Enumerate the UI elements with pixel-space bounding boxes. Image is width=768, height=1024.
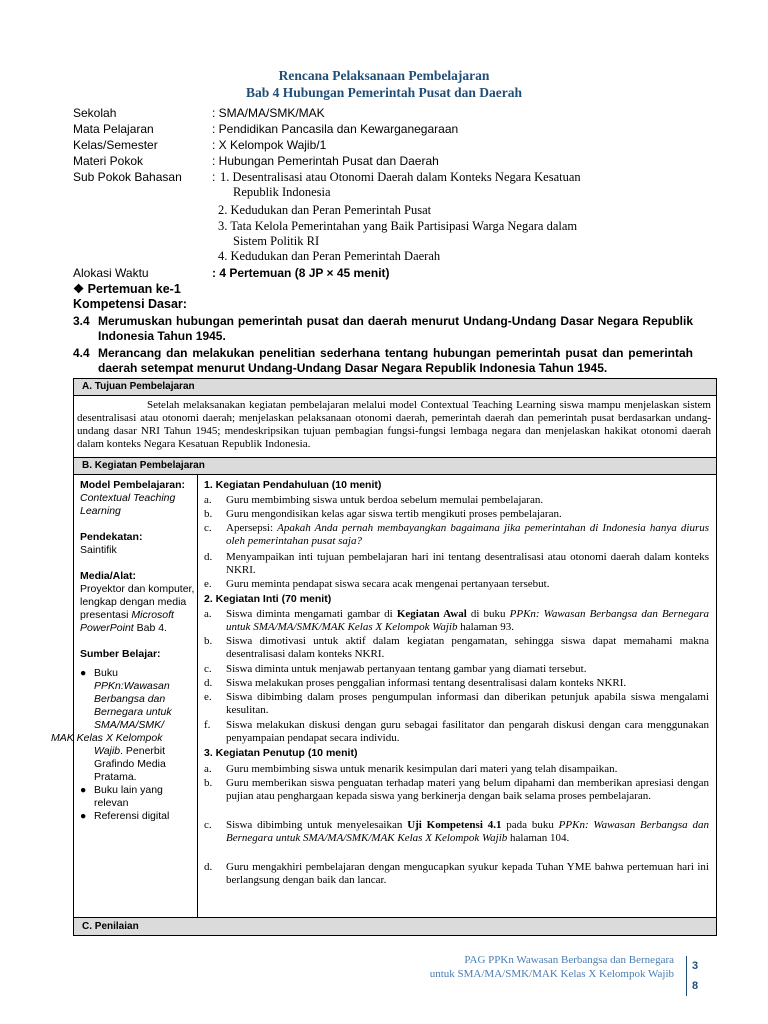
- pendekatan-value: Saintifik: [80, 544, 117, 556]
- column-divider: [197, 474, 198, 917]
- section-a-header: A. Tujuan Pembelajaran: [74, 378, 716, 396]
- bullet-icon: ●: [80, 810, 87, 822]
- label-alokasi: Alokasi Waktu: [73, 266, 149, 280]
- bullet-icon: ●: [80, 784, 87, 796]
- value-sub-pokok-colon: :: [212, 170, 216, 184]
- sub-item-4: 4. Kedudukan dan Peran Pemerintah Daerah: [218, 249, 441, 263]
- sub-item-3-cont: Sistem Politik RI: [233, 234, 320, 248]
- media-label: Media/Alat:: [80, 570, 137, 582]
- label-kelas: Kelas/Semester: [73, 138, 158, 152]
- buku-title: PPKn:Wawasan Berbangsa dan Bernegara untuk SMA/MA/SMK/: [94, 680, 172, 731]
- sumber-buku-lain: [80, 784, 196, 810]
- page-number-bottom: 8: [692, 980, 699, 992]
- label-mata-pelajaran: Mata Pelajaran: [73, 122, 154, 136]
- tujuan-paragraph: [77, 399, 711, 451]
- value-sekolah: : SMA/MA/SMK/MAK: [212, 106, 325, 120]
- tujuan-text: Setelah melaksanakan kegiatan pembelajaran melalui model Contextual Teaching Learning siswa mampu menjelaskan sistem desentralisasi atau otonomi daerah; menjelaskan pelaksanaan otonomi daerah, pemerintah daerah dan pemerintah pusat berdasarkan undang-undang dasar NRI Tahun 1945; mendeskripsikan tujuan pembagian fungsi-fungsi lembaga negara dan menjelaskan hakikat otonomi daerah dalam konteks Negara Kesatuan Republik Indonesia.: [77, 399, 711, 450]
- value-kelas: : X Kelompok Wajib/1: [212, 138, 327, 152]
- media-software: Microsoft PowerPoint: [80, 609, 174, 634]
- kd-1-text: Merumuskan hubungan pemerintah pusat dan daerah menurut Undang-Undang Dasar Negara Republik Indonesia Tahun 1945.: [98, 314, 693, 343]
- pertemuan-heading: ❖ Pertemuan ke-1: [73, 282, 181, 296]
- sub-item-1-cont: Republik Indonesia: [233, 185, 331, 199]
- buku-lain-text: Buku lain yang relevan: [94, 784, 163, 809]
- media-text: Proyektor dan komputer, lengkap dengan media presentasi: [80, 583, 195, 621]
- sumber-label: Sumber Belajar:: [80, 648, 161, 660]
- bullet-icon: ●: [80, 667, 87, 679]
- footer-divider: [686, 956, 687, 996]
- document-subtitle: Bab 4 Hubungan Pemerintah Pusat dan Daerah: [245, 85, 523, 100]
- kd-heading: Kompetensi Dasar:: [73, 297, 187, 311]
- label-sekolah: Sekolah: [73, 106, 117, 120]
- page-number: [692, 956, 698, 996]
- referensi-text: Referensi digital: [94, 810, 170, 822]
- footer-text: [430, 953, 674, 981]
- label-sub-pokok: Sub Pokok Bahasan: [73, 170, 182, 184]
- kd-1-number: 3.4: [73, 314, 90, 328]
- rpp-table: A. Tujuan Pembelajaran Setelah melaksanakan kegiatan pembelajaran melalui model Contextual Teaching Learning siswa mampu menjelaskan sistem desentralisasi atau otonomi daerah; menjelaskan pelaksanaan otonomi daerah, pemerintah daerah dan pemerintah pusat berdasarkan undang-undang dasar NRI Tahun 1945; mendeskripsikan tujuan pembagian fungsi-fungsi lembaga negara dan menjelaskan hakikat otonomi daerah dalam konteks Negara Kesatuan Republik Indonesia. B. Kegiatan Pembelajaran Model Pembelajaran: Contextual Teaching Learning Pendekatan: Saintifik Media/Alat: Proyektor dan komputer, lengkap dengan media presentasi Microsoft PowerPoint Bab 4. Sumber Belajar: ● Buku PPKn:Wawasan Berbangsa dan Bernegara untuk SMA/MA/SMK/ MAK Kelas X Kelompok Wajib. Penerbit Grafindo Media Pratama. ● Buku lain yang relevan ● Referensi digital 1. Kegiatan Pendahuluan (10 menit) a. Guru membimbing siswa untuk berdoa sebelum memulai pembelajaran. b. Guru mengondisikan kelas agar siswa tertib mengikuti proses pembelajaran. c. Apersepsi: Apakah Anda pernah membayangkan bagaimana jika pemerintahan di Indonesia hanya diurus oleh pemerintahan pusat saja? d. Menyampaikan inti tujuan pembelajaran hari ini tentang desentralisasi atau otonomi daerah dalam konteks NKRI. e. Guru meminta pendapat siswa secara acak mengenai pertanyaan tersebut. 2. Kegiatan Inti (70 menit) a. Siswa diminta mengamati gambar di Kegiatan Awal di buku PPKn: Wawasan Berbangsa dan Bernegara untuk SMA/MA/SMK/MAK Kelas X Kelompok Wajib halaman 93. b. Siswa dimotivasi untuk aktif dalam kegiatan pengamatan, sehingga siswa dapat memahami makna desentralisasi dalam konteks NKRI. c. Siswa diminta untuk menjawab pertanyaan tentang gambar yang diamati tersebut. d. Siswa melakukan proses penggalian informasi tentang desentralisasi dalam konteks NKRI. e. Siswa dibimbing dalam proses pengumpulan informasi dan diberikan petunjuk apabila siswa mengalami kesulitan. f. Siswa melakukan diskusi dengan guru sebagai fasilitator dan pengarah diskusi dengan cara menggunakan penyampaian pendapat secara individu. 3. Kegiatan Penutup (10 menit) a. Guru membimbing siswa untuk menarik kesimpulan dari materi yang telah disampaikan. b. Guru memberikan siswa penguatan terhadap materi yang belum dipahami dan memberikan apresiasi dengan pujian atau penghargaan kepada siswa yang berkinerja dengan baik selama proses pembelajaran. c. Siswa dibimbing untuk menyelesaikan Uji Kompetensi 4.1 pada buku PPKn: Wawasan Berbangsa dan Bernegara untuk SMA/MA/SMK/MAK Kelas X Kelompok Wajib halaman 104. d. Guru mengakhiri pembelajaran dengan mengucapkan syukur kepada Tuhan YME bahwa pertemuan hari ini berlangsung dengan baik dan lancar. C. Penilaian: [73, 378, 717, 936]
- model-value: Contextual Teaching Learning: [80, 492, 176, 517]
- pendekatan-label: Pendekatan:: [80, 531, 143, 543]
- footer-line-2: untuk SMA/MA/SMK/MAK Kelas X Kelompok Wajib: [429, 968, 674, 980]
- model-label: Model Pembelajaran:: [80, 479, 186, 491]
- sub-item-1: 1. Desentralisasi atau Otonomi Daerah dalam Konteks Negara Kesatuan: [220, 170, 581, 184]
- document-title: Rencana Pelaksanaan Pembelajaran: [278, 68, 490, 83]
- buku-publisher: . Penerbit Grafindo Media Pratama.: [94, 745, 166, 783]
- sumber-buku: [51, 667, 196, 784]
- kd-2-text: Merancang dan melakukan penelitian sederhana tentang hubungan pemerintah pusat dan pemerintah daerah setempat menurut Undang-Undang Dasar Negara Republik Indonesia Tahun 1945.: [98, 346, 693, 375]
- penutup-title: 3. Kegiatan Penutup (10 menit): [204, 747, 358, 759]
- kd-2-number: 4.4: [73, 346, 90, 360]
- footer-line-1: PAG PPKn Wawasan Berbangsa dan Bernegara: [464, 954, 674, 966]
- buku-wajib: Wajib: [94, 745, 121, 757]
- label-materi-pokok: Materi Pokok: [73, 154, 144, 168]
- value-materi-pokok: : Hubungan Pemerintah Pusat dan Daerah: [212, 154, 439, 168]
- media-value: [80, 583, 196, 635]
- value-mata-pelajaran: : Pendidikan Pancasila dan Kewarganegaraan: [212, 122, 459, 136]
- left-column: [51, 479, 196, 823]
- sub-item-3: 3. Tata Kelola Pemerintahan yang Baik Partisipasi Warga Negara dalam: [218, 219, 578, 233]
- sumber-referensi: [80, 810, 196, 823]
- pendahuluan-title: 1. Kegiatan Pendahuluan (10 menit): [204, 479, 382, 491]
- buku-label: Buku: [94, 667, 118, 679]
- media-bab: Bab 4.: [133, 622, 167, 634]
- buku-mak: MAK Kelas X Kelompok: [51, 732, 163, 744]
- page-number-top: 3: [692, 960, 699, 972]
- inti-title: 2. Kegiatan Inti (70 menit): [204, 593, 332, 605]
- value-alokasi: : 4 Pertemuan (8 JP × 45 menit): [212, 266, 390, 280]
- section-b-header: B. Kegiatan Pembelajaran: [74, 457, 716, 475]
- sub-item-2: 2. Kedudukan dan Peran Pemerintah Pusat: [218, 203, 432, 217]
- section-c-header: C. Penilaian: [74, 917, 716, 936]
